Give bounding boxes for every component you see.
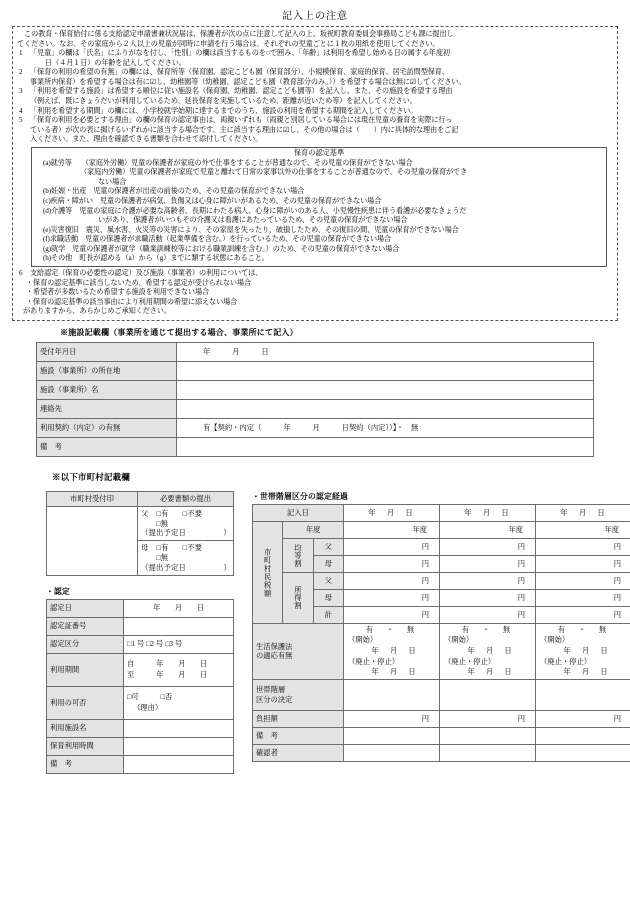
criteria-title: 保育の認定基準: [35, 149, 603, 159]
note-item-6-bullet-3: ・保育の認定基準の該当事由により利用期間の希望に添えない場合: [17, 298, 613, 308]
note-item-4-number: 4: [17, 107, 30, 117]
table-row: [253, 710, 630, 727]
tier-futan-col-1[interactable]: 円: [344, 710, 440, 727]
note-item-3-line-1: 「利用を希望する施設」は希望する順位に従い施設名（保育園、幼稚園、認定こども園等）を記入し、また、その施設を希望する理由: [30, 87, 613, 97]
table-row: [47, 599, 234, 617]
facility-section-label: ※施設記載欄（事業所を通じて提出する場合、事業所にて記入）: [60, 327, 630, 338]
criteria-row-a2: [35, 168, 603, 178]
note-item-1-number: 1: [17, 49, 30, 59]
table-row: [47, 755, 234, 773]
criteria-box: [31, 147, 607, 267]
note-item-5-line-2: ている者）が次の表に掲げるいずれかに該当する場合です。主に該当する理由に☑し、その他の場合は（ ）内に具体的な理由をご記: [30, 126, 613, 136]
tier-seikatsu-col-1-yesno[interactable]: 有 ・ 無: [348, 625, 435, 636]
note-item-6: [17, 269, 613, 279]
ninte-row-6-label: 保育利用時間: [47, 737, 124, 755]
facility-row-3-label: 連絡先: [37, 399, 177, 418]
note-item-6-bullet-1: ・保育の認定基準に該当しないため、希望する認定が受けられない場合: [17, 279, 613, 289]
criteria-row-d-cont: いがあり、保護者がいつもその介護又は看護にあたっているため、その児童の保育ができない場合: [35, 216, 603, 226]
criteria-row-g-tag: (g)就学: [35, 245, 65, 255]
note-item-6-head: 支給認定（保育の必要性の認定）及び施設（事業者）の利用については、: [30, 269, 613, 279]
table-row: [47, 686, 234, 719]
ninte-row-2-value[interactable]: □1 号 □2 号 □3 号: [124, 635, 234, 653]
tier-seikatsu-label: [253, 623, 344, 679]
tier-shotokuwari-total-col-3[interactable]: 円: [536, 606, 630, 623]
tier-seikatsu-col-1-start-date[interactable]: 年 月 日: [348, 646, 435, 657]
criteria-row-d-text: 児童の家庭に介護が必要な高齢者、長期にわたる病人、心身に障がいのある人、小児慢性疾患に伴う看護が必要なきょうだ: [72, 207, 603, 217]
note-item-1: [17, 49, 613, 68]
criteria-row-g: [35, 245, 603, 255]
criteria-row-e: [35, 226, 603, 236]
criteria-row-c-tag: (c)疾病・障がい: [35, 197, 93, 207]
notes-box: [12, 26, 618, 321]
tier-nendo-col-1[interactable]: 年度: [344, 521, 440, 538]
criteria-row-d-tag: (d)介護等: [35, 207, 72, 217]
tier-seikatsu-label-line-1: 生活保護法: [256, 642, 340, 652]
note-item-2-line-1: 「保育の利用の希望の有無」の欄には、保育所等（保育園、認定こども園（保育部分）、小規模保育、家庭的保育、居宅訪問型保育、: [30, 68, 613, 78]
criteria-row-e-tag: (e)災害復旧: [35, 226, 79, 236]
table-row: [37, 380, 594, 399]
municipal-right-column: [252, 491, 604, 762]
facility-row-5-value[interactable]: [177, 437, 594, 456]
tier-seikatsu-col-1-start: （開始）: [348, 635, 435, 646]
ninte-row-7-label: 備 考: [47, 755, 124, 773]
facility-row-4-value[interactable]: 有【契約・内定（ 年 月 日契約（内定））】・ 無: [177, 418, 594, 437]
tier-kintowari-father-col-2[interactable]: 円: [440, 538, 536, 555]
ninte-row-0-label: 認定日: [47, 599, 124, 617]
tier-shotokuwari-mother-col-2[interactable]: 円: [440, 589, 536, 606]
criteria-row-a: [35, 159, 603, 169]
table-row: [37, 361, 594, 380]
criteria-row-h: [35, 254, 603, 264]
table-row: [253, 727, 630, 744]
table-row: [37, 418, 594, 437]
tier-seikatsu-col-2-start-date[interactable]: 年 月 日: [444, 646, 531, 657]
tier-seikatsu-col-3-stop: （廃止・停止）: [540, 657, 627, 668]
muni-header-seal: 市町村受付印: [47, 491, 138, 506]
table-row: [253, 521, 630, 538]
tier-kintowari-mother-label: 母: [313, 555, 343, 572]
tier-kintowari-father-col-1[interactable]: 円: [344, 538, 440, 555]
tier-shotokuwari-total-label: 計: [313, 606, 343, 623]
tier-shotokuwari-label: 所得割: [283, 572, 313, 623]
ninte-row-1-value[interactable]: [124, 617, 234, 635]
table-row: [37, 342, 594, 361]
table-row: [253, 679, 630, 710]
tier-kakunin-col-3[interactable]: [536, 744, 630, 761]
note-item-3-line-2: （例えば、既にきょうだいが利用しているため、延長保育を実施しているため、距離が近いため等）を記入してください。: [30, 97, 613, 107]
tier-seikatsu-col-3[interactable]: [536, 623, 630, 679]
facility-table: [36, 342, 594, 457]
note-item-2-number: 2: [17, 68, 30, 78]
tier-seikatsu-col-2-stop: （廃止・停止）: [444, 657, 531, 668]
note-item-4: [17, 107, 613, 117]
ninte-row-7-value[interactable]: [124, 755, 234, 773]
criteria-row-a-text: 児童の保護者が家庭の外で仕事をすることが普通なので、その児童の保育ができない場合: [131, 159, 603, 169]
facility-row-0-label: 受付年月日: [37, 342, 177, 361]
facility-row-5-label: 備 考: [37, 437, 177, 456]
tier-seikatsu-col-3-start-date[interactable]: 年 月 日: [540, 646, 627, 657]
tier-futan-col-2[interactable]: 円: [440, 710, 536, 727]
tier-seikatsu-col-1-stop-date[interactable]: 年 月 日: [348, 667, 435, 678]
notes-intro-line-1: この教育・保育給付に係る支給認定申請書兼状況届は、保護者が次の点に注意して記入の上、坂祝町教育委員会事務局こども課に提出し: [17, 30, 613, 40]
page-title: 記入上の注意: [0, 7, 630, 22]
tier-shotokuwari-mother-col-3[interactable]: 円: [536, 589, 630, 606]
tier-entry-date-col-3[interactable]: 年 月 日: [536, 504, 630, 521]
muni-father-row-1: [141, 509, 230, 519]
ninte-period-from[interactable]: 自 年 月 日: [127, 659, 230, 670]
tier-table: [252, 504, 630, 762]
muni-mother-opt-no[interactable]: □無: [141, 553, 230, 563]
tier-tax-label: 市町村民税額: [253, 521, 283, 623]
criteria-row-b-tag: (b)妊娠・出産: [35, 187, 86, 197]
tier-nendo-col-3[interactable]: 年度: [536, 521, 630, 538]
tier-kintowari-mother-col-1[interactable]: 円: [344, 555, 440, 572]
note-item-5: [17, 116, 613, 145]
table-row: [253, 504, 630, 521]
criteria-row-b: [35, 187, 603, 197]
criteria-row-d: [35, 207, 603, 217]
ninte-availability-reason[interactable]: （理由）: [127, 703, 230, 714]
table-row: [37, 399, 594, 418]
tier-section-label: ・世帯階層区分の認定経過: [252, 491, 604, 502]
tier-entry-date-col-1[interactable]: 年 月 日: [344, 504, 440, 521]
facility-row-4-label: 利用契約（内定）の有無: [37, 418, 177, 437]
muni-mother-opt-unneeded[interactable]: □不要: [183, 543, 203, 552]
ninte-row-5-label: 利用施設名: [47, 719, 124, 737]
ninte-availability-options[interactable]: □可 □否: [127, 692, 230, 703]
note-item-1-line-1: 「児童」の欄は「氏名」にふりがなを付し、「性別」の欄は該当するものを○で囲み、「年齢」は利用を希望し始める日の属する年度初: [30, 49, 613, 59]
tier-shotokuwari-father-col-1[interactable]: 円: [344, 572, 440, 589]
tier-shotokuwari-mother-col-1[interactable]: 円: [344, 589, 440, 606]
tier-seikatsu-col-2-start: （開始）: [444, 635, 531, 646]
criteria-row-a2-sub: （家庭内労働）: [35, 168, 129, 178]
tier-bikou-col-2[interactable]: [440, 727, 536, 744]
tier-seikatsu-col-3-yesno[interactable]: 有 ・ 無: [540, 625, 627, 636]
ninte-row-3-label: 利用期間: [47, 653, 124, 686]
tier-bikou-col-1[interactable]: [344, 727, 440, 744]
note-item-2-line-2: 事業所内保育）を希望する場合は有に☑し、幼稚園等（幼稚園、認定こども園（教育部分のみ。））を希望する場合は無に☑してください。: [30, 78, 613, 88]
ninte-row-6-value[interactable]: [124, 737, 234, 755]
tier-seikatsu-col-1[interactable]: [344, 623, 440, 679]
tier-futan-col-3[interactable]: 円: [536, 710, 630, 727]
muni-seal-area[interactable]: [47, 506, 138, 575]
tier-shotokuwari-total-col-2[interactable]: 円: [440, 606, 536, 623]
tier-entry-date-col-2[interactable]: 年 月 日: [440, 504, 536, 521]
tier-shotokuwari-father-col-2[interactable]: 円: [440, 572, 536, 589]
criteria-row-g-text: 児童の保護者が就学（職業訓練校等における職業訓練を含む。）のため、その児童の保育ができない場合: [65, 245, 603, 255]
tier-kaiso-label-line-2: 区分の決定: [256, 695, 340, 705]
tier-shotokuwari-father-col-3[interactable]: 円: [536, 572, 630, 589]
tier-bikou-col-3[interactable]: [536, 727, 630, 744]
ninte-row-2-label: 認定区分: [47, 635, 124, 653]
note-item-6-tail: がありますから、あらかじめご承知ください。: [17, 307, 613, 317]
tier-seikatsu-label-line-2: の適応有無: [256, 651, 340, 661]
criteria-row-f-text: 児童の保護者が求職活動（起業準備を含む。）を行っているため、その児童の保育ができない場合: [78, 235, 603, 245]
facility-table-wrap: [36, 342, 630, 457]
criteria-row-a2-cont: ない場合: [35, 178, 603, 188]
tier-kaiso-label-line-1: 世帯階層: [256, 685, 340, 695]
note-item-4-line-1: 「利用を希望する期間」の欄には、小学校就学始期に達するまでのうち、施設の利用を希望する期間を記入してください。: [30, 107, 613, 117]
tier-kakunin-col-2[interactable]: [440, 744, 536, 761]
table-row: [253, 744, 630, 761]
note-item-6-number: 6: [17, 269, 30, 279]
tier-kaiso-col-3[interactable]: [536, 679, 630, 710]
ninte-section-label: ・認定: [46, 586, 234, 597]
ninte-row-0-value[interactable]: 年 月 日: [124, 599, 234, 617]
tier-seikatsu-col-3-start: （開始）: [540, 635, 627, 646]
municipal-section-label: ※以下市町村記載欄: [52, 471, 630, 483]
ninte-row-3-value[interactable]: [124, 653, 234, 686]
municipal-receipt-table: [46, 491, 234, 576]
tier-kaiso-col-2[interactable]: [440, 679, 536, 710]
table-row: [47, 491, 234, 506]
tier-seikatsu-col-2-yesno[interactable]: 有 ・ 無: [444, 625, 531, 636]
tier-futan-label: 負担額: [253, 710, 344, 727]
table-row: [253, 623, 630, 679]
muni-mother-docs-cell[interactable]: [138, 541, 234, 576]
muni-father-docs-cell[interactable]: [138, 506, 234, 541]
facility-row-3-value[interactable]: [177, 399, 594, 418]
ninte-row-4-label: 利用の可否: [47, 686, 124, 719]
note-item-6-bullet-2: ・希望者が多数いるため希望する施設を利用できない場合: [17, 288, 613, 298]
criteria-row-a-sub: （家庭外労働）: [72, 159, 131, 169]
ninte-row-1-label: 認定証番号: [47, 617, 124, 635]
note-item-2: [17, 68, 613, 87]
ninte-row-4-value[interactable]: [124, 686, 234, 719]
note-item-5-number: 5: [17, 116, 30, 126]
table-row: [253, 572, 630, 589]
muni-header-docs: 必要書類の提出: [138, 491, 234, 506]
tier-nendo-label: 年度: [283, 521, 344, 538]
criteria-row-h-tag: (h)その他: [35, 254, 72, 264]
facility-row-0-value[interactable]: 年 月 日: [177, 342, 594, 361]
tier-nendo-col-2[interactable]: 年度: [440, 521, 536, 538]
ninte-table: [46, 599, 234, 774]
table-row: [47, 653, 234, 686]
table-row: [253, 538, 630, 555]
ninte-row-5-value[interactable]: [124, 719, 234, 737]
tier-shotokuwari-mother-label: 母: [313, 589, 343, 606]
notes-intro-line-2: てください。なお、その家庭から２人以上の児童が同時に申請を行う場合は、それぞれの児童ごとに１枚の用紙を使用してください。: [17, 40, 613, 50]
tier-seikatsu-col-2[interactable]: [440, 623, 536, 679]
tier-seikatsu-col-2-stop-date[interactable]: 年 月 日: [444, 667, 531, 678]
criteria-row-c-text: 児童の保護者が病気、負傷又は心身に障がいがあるため、その児童の保育ができない場合: [93, 197, 603, 207]
tier-shotokuwari-total-col-1[interactable]: 円: [344, 606, 440, 623]
tier-entry-date-label: 記入日: [253, 504, 344, 521]
tier-kintowari-father-label: 父: [313, 538, 343, 555]
tier-kintowari-mother-col-3[interactable]: 円: [536, 555, 630, 572]
criteria-row-e-text: 震災、風水害、火災等の災害により、その家屋を失ったり、破損したため、その復旧の間、児童の保育ができない場合: [79, 226, 603, 236]
table-row: [47, 635, 234, 653]
criteria-row-f: [35, 235, 603, 245]
muni-mother-row-1: [141, 543, 230, 553]
muni-mother-label: 母: [141, 543, 149, 552]
tier-kintowari-father-col-3[interactable]: 円: [536, 538, 630, 555]
table-row: [47, 719, 234, 737]
note-item-1-line-2: 日（４月１日）の年齢を記入してください。: [30, 59, 613, 69]
note-item-3-number: 3: [17, 87, 30, 97]
tier-shotokuwari-father-label: 父: [313, 572, 343, 589]
muni-mother-due-date[interactable]: （提出予定日 ）: [141, 563, 230, 573]
facility-row-1-value[interactable]: [177, 361, 594, 380]
tier-kintowari-label: 均等割: [283, 538, 313, 572]
form-page: [0, 7, 630, 910]
tier-kintowari-mother-col-2[interactable]: 円: [440, 555, 536, 572]
muni-father-opt-no[interactable]: □無: [141, 519, 230, 529]
table-row: [47, 737, 234, 755]
muni-father-opt-yes[interactable]: □有: [157, 509, 169, 518]
table-row: [47, 617, 234, 635]
criteria-row-b-text: 児童の保護者が出産の前後のため、その児童の保育ができない場合: [86, 187, 603, 197]
note-item-5-line-3: 入ください。また、理由を確認できる書類を合わせて添付してください。: [30, 135, 613, 145]
table-row: [47, 506, 234, 541]
tier-seikatsu-col-3-stop-date[interactable]: 年 月 日: [540, 667, 627, 678]
tier-bikou-label: 備 考: [253, 727, 344, 744]
facility-row-2-label: 施設（事業所）名: [37, 380, 177, 399]
criteria-row-a2-text: 児童の保護者が家庭で児童と離れて日常の家事以外の仕事をすることが普通なので、その児童の保育ができ: [129, 168, 603, 178]
tier-seikatsu-col-1-stop: （廃止・停止）: [348, 657, 435, 668]
muni-father-due-date[interactable]: （提出予定日 ）: [141, 528, 230, 538]
facility-row-2-value[interactable]: [177, 380, 594, 399]
ninte-period-to[interactable]: 至 年 月 日: [127, 670, 230, 681]
criteria-row-a-tag: (a)就労等: [35, 159, 72, 169]
muni-father-label: 父: [141, 509, 149, 518]
facility-row-1-label: 施設（事業所）の所在地: [37, 361, 177, 380]
tier-kaiso-col-1[interactable]: [344, 679, 440, 710]
muni-mother-opt-yes[interactable]: □有: [157, 543, 169, 552]
tier-kakunin-col-1[interactable]: [344, 744, 440, 761]
criteria-row-c: [35, 197, 603, 207]
criteria-row-f-tag: (f)求職活動: [35, 235, 78, 245]
tier-kakunin-label: 確認者: [253, 744, 344, 761]
note-item-3: [17, 87, 613, 106]
table-row: [37, 437, 594, 456]
note-item-5-line-1: 「保育の利用を必要とする理由」の欄の保育の認定事由は、両親いずれも（両親と別居している場合には現在児童の養育を実際に行っ: [30, 116, 613, 126]
criteria-row-h-text: 町長が認める（a）から（g）までに類する状態にあること。: [72, 254, 603, 264]
muni-father-opt-unneeded[interactable]: □不要: [183, 509, 203, 518]
municipal-left-column: [46, 491, 234, 774]
tier-kaiso-label: [253, 679, 344, 710]
